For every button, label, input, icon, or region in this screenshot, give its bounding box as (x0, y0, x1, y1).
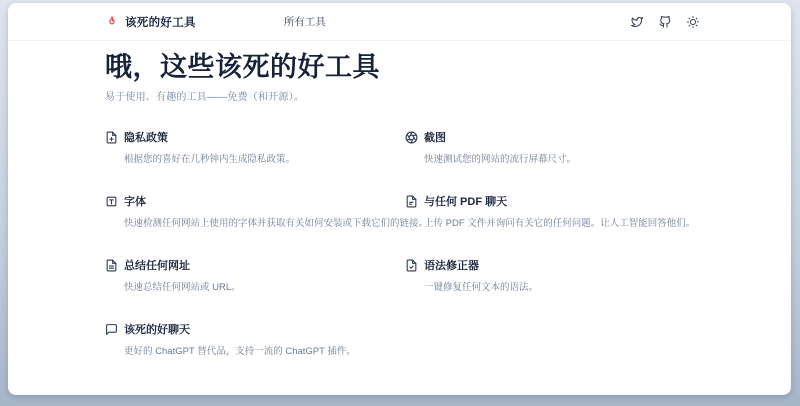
header-actions (631, 16, 699, 28)
nav-all-tools[interactable]: 所有工具 (283, 16, 326, 28)
tool-item[interactable] (105, 257, 405, 293)
page-title: 哦，这些该死的好工具 (105, 52, 380, 82)
file-text-icon (105, 259, 118, 272)
tool-description: 快速检测任何网站上使用的字体并获取有关如何安装或下载它们的链接。 (124, 218, 429, 230)
header-left (105, 14, 326, 30)
tool-item[interactable] (105, 129, 405, 165)
page-subtitle: 易于使用、有趣的工具——免费（和开源）。 (105, 92, 304, 104)
tool-item[interactable] (105, 321, 405, 357)
app-window (8, 3, 791, 395)
tool-head (405, 257, 785, 273)
header (8, 3, 791, 41)
tool-head (105, 257, 405, 273)
brand-link[interactable] (105, 14, 196, 30)
flame-icon (105, 15, 119, 29)
tools-column-right (405, 129, 785, 385)
tool-head (405, 129, 785, 145)
aperture-icon (405, 131, 418, 144)
tools-column-left (105, 129, 429, 385)
tool-head (105, 193, 405, 209)
tools-grid (105, 129, 791, 385)
sun-icon[interactable] (687, 16, 699, 28)
tool-title: 总结任何网址 (124, 260, 190, 273)
tool-title: 截图 (424, 132, 446, 145)
file-plus-icon (105, 131, 118, 144)
tool-item[interactable] (105, 193, 429, 230)
tool-title: 字体 (124, 196, 146, 209)
twitter-icon[interactable] (631, 16, 643, 28)
chat-icon (105, 323, 118, 336)
tool-head (105, 321, 405, 337)
file-check-icon (405, 259, 418, 272)
main-content (8, 41, 791, 385)
tool-item[interactable] (405, 257, 785, 293)
tool-description: 根据您的喜好在几秒钟内生成隐私政策。 (124, 154, 296, 166)
tool-title: 隐私政策 (124, 132, 168, 145)
tool-description: 更好的 ChatGPT 替代品，支持一流的 ChatGPT 插件。 (124, 346, 356, 358)
tool-description: 上传 PDF 文件并询问有关它的任何问题。让人工智能回答他们。 (424, 218, 696, 230)
brand-title: 该死的好工具 (125, 16, 196, 29)
font-icon (105, 195, 118, 208)
tool-head (105, 129, 405, 145)
tool-description: 一键修复任何文本的语法。 (424, 282, 539, 294)
tool-description: 快速总结任何网站或 URL。 (124, 282, 241, 294)
file-chat-icon (405, 195, 418, 208)
tool-item[interactable] (405, 193, 785, 229)
tool-title: 该死的好聊天 (124, 324, 190, 337)
tool-description: 快速测试您的网站的流行屏幕尺寸。 (424, 154, 577, 166)
tool-head (405, 193, 785, 209)
tool-title: 与任何 PDF 聊天 (424, 196, 508, 209)
tool-title: 语法修正器 (424, 260, 479, 273)
tool-item[interactable] (405, 129, 785, 165)
github-icon[interactable] (659, 16, 671, 28)
